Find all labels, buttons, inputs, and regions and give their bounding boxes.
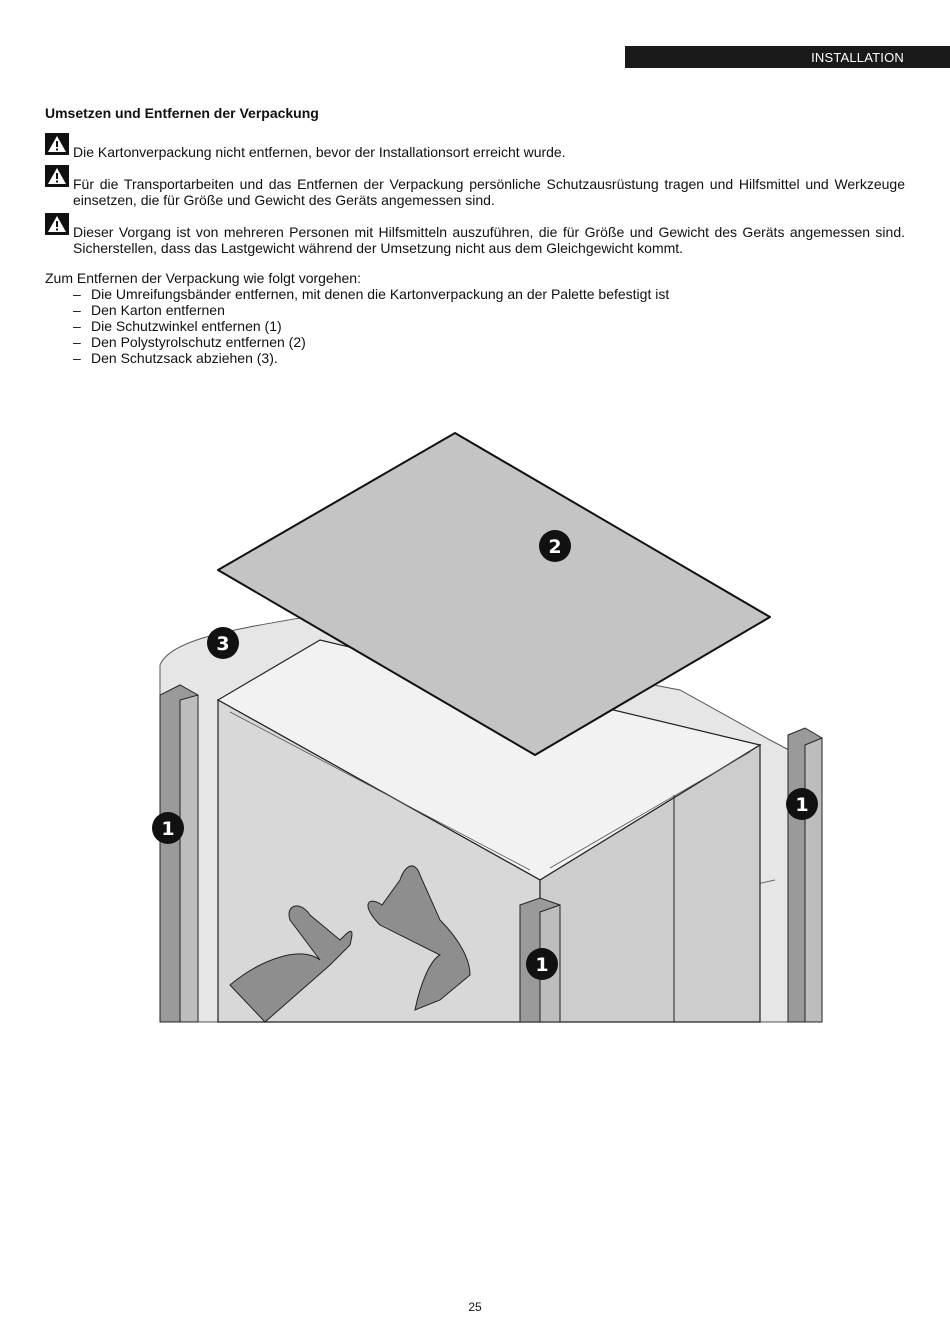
callout-label: 1: [795, 794, 809, 816]
step-text: Die Umreifungsbänder entfernen, mit denen die Kartonverpackung an der Palette befestigt ist: [91, 286, 670, 302]
warning-text: Dieser Vorgang ist von mehreren Personen mit Hilfsmitteln auszuführen, die für Größe und Gewicht des Geräts angemessen sind. Sicherstellen, dass das Lastgewicht während der Umsetzung nicht aus dem Gleichgewicht kommt.: [73, 224, 905, 256]
warning-triangle-icon: [45, 165, 69, 187]
corner-protector-left: [160, 685, 198, 1022]
callout-1-right: [786, 788, 818, 820]
warning-1: [45, 136, 905, 160]
step-text: Den Karton entfernen: [91, 302, 225, 318]
section-tab: [625, 46, 950, 68]
page-number: 25: [468, 1300, 482, 1314]
callout-1-left: [152, 812, 184, 844]
unpacking-illustration: [140, 425, 830, 1025]
warning-2: [45, 168, 905, 208]
list-item: – Die Schutzwinkel entfernen (1): [73, 318, 282, 334]
warning-text: Für die Transportarbeiten und das Entfernen der Verpackung persönliche Schutzausrüstung tragen und Hilfsmittel und Werkzeuge einsetzen, die für Größe und Gewicht des Geräts angemessen sind.: [73, 176, 905, 208]
list-item: – Den Polystyrolschutz entfernen (2): [73, 334, 306, 350]
callout-label: 1: [535, 954, 549, 976]
step-list: [45, 286, 669, 366]
procedure: [45, 270, 669, 366]
callout-2: [539, 530, 571, 562]
warning-triangle-icon: [45, 213, 69, 235]
procedure-intro: Zum Entfernen der Verpackung wie folgt vorgehen:: [45, 270, 361, 286]
list-item: – Die Umreifungsbänder entfernen, mit denen die Kartonverpackung an der Palette befestigt ist: [73, 286, 670, 302]
list-item: – Den Karton entfernen: [73, 302, 225, 318]
warning-text: Die Kartonverpackung nicht entfernen, bevor der Installationsort erreicht wurde.: [73, 144, 566, 160]
callout-label: 1: [161, 818, 175, 840]
step-text: Den Schutzsack abziehen (3).: [91, 350, 278, 366]
callout-label: 2: [548, 536, 562, 558]
page-title: Umsetzen und Entfernen der Verpackung: [45, 105, 319, 121]
callout-label: 3: [216, 633, 230, 655]
corner-protector-right: [788, 728, 822, 1022]
warning-3: [45, 216, 905, 256]
callout-3: [207, 627, 239, 659]
callout-1-middle: [526, 948, 558, 980]
section-label: INSTALLATION: [811, 49, 904, 65]
step-text: Den Polystyrolschutz entfernen (2): [91, 334, 306, 350]
list-item: – Den Schutzsack abziehen (3).: [73, 350, 278, 366]
warning-triangle-icon: [45, 133, 69, 155]
step-text: Die Schutzwinkel entfernen (1): [91, 318, 282, 334]
